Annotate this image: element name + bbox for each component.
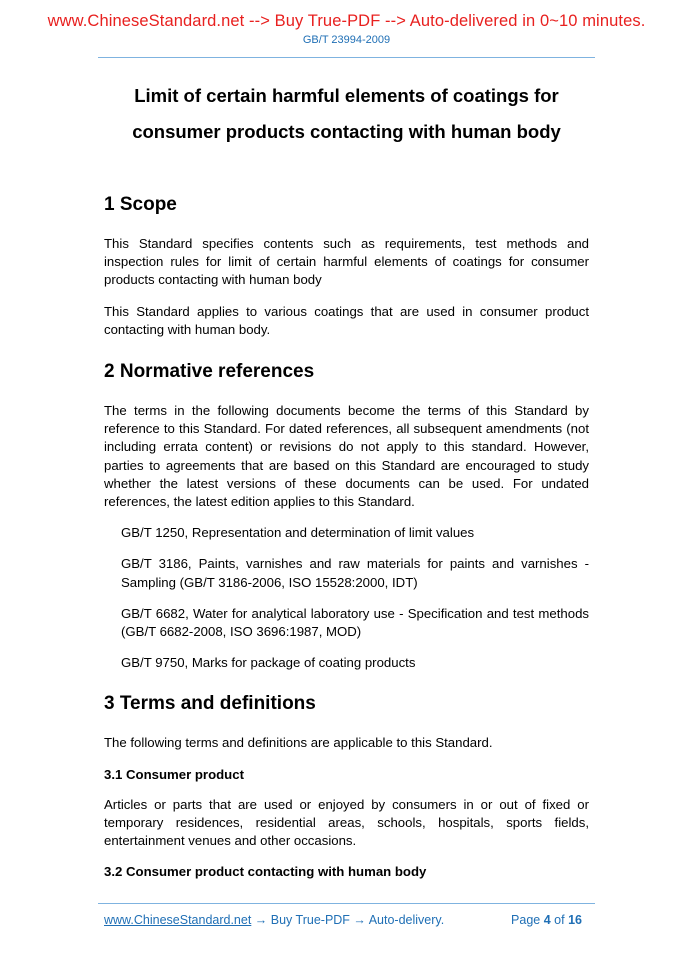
- document-title: [84, 78, 609, 150]
- scope-paragraph-2: This Standard applies to various coatings that are used in consumer product contacting with human body.: [104, 303, 589, 337]
- page-total: 16: [568, 913, 582, 927]
- term-definition-consumer-product: Articles or parts that are used or enjoyed by consumers in or out of fixed or temporary residences, residential areas, schools, hospitals, sports fields, entertainment venues and other occasions.: [104, 796, 589, 849]
- footer-link[interactable]: www.ChineseStandard.net: [104, 913, 252, 927]
- reference-item: GB/T 1250, Representation and determination of limit values: [121, 525, 475, 541]
- section-heading-normative-references: 2 Normative references: [104, 361, 315, 383]
- title-line-1: Limit of certain harmful elements of coatings for: [134, 85, 559, 106]
- reference-item: GB/T 9750, Marks for package of coating products: [121, 655, 416, 671]
- section-heading-scope: 1 Scope: [104, 194, 177, 215]
- page-current: 4: [543, 913, 551, 927]
- reference-item: GB/T 3186, Paints, varnishes and raw materials for paints and varnishes - Sampling (GB/T 3186-2006, ISO 15528:2000, IDT): [121, 556, 589, 590]
- header-banner[interactable]: www.ChineseStandard.net --> Buy True-PDF --> Auto-delivered in 0~10 minutes.: [47, 12, 646, 30]
- page-indicator: [511, 913, 582, 927]
- title-line-2: consumer products contacting with human body: [132, 121, 561, 142]
- reference-item: GB/T 6682, Water for analytical laboratory use - Specification and test methods (GB/T 6682-2008, ISO 3696:1987, MOD): [121, 605, 589, 640]
- normative-intro-paragraph: The terms in the following documents become the terms of this Standard by reference to this Standard. For dated references, all subsequent amendments (not including errata content) or revisions do not apply to this standard. However, parties to agreements that are based on this Standard are encouraged to study whether the latest versions of these documents can be used. For undated references, the latest edition applies to this Standard.: [104, 403, 589, 510]
- header-divider: [98, 57, 595, 58]
- footer-promo: [104, 913, 444, 927]
- document-number: GB/T 23994-2009: [302, 34, 391, 46]
- footer-divider: [98, 903, 595, 904]
- page-of: of: [554, 913, 565, 927]
- footer-tail-text: → Buy True-PDF → Auto-delivery.: [251, 913, 445, 927]
- page-label: Page: [511, 913, 541, 927]
- terms-intro-paragraph: The following terms and definitions are applicable to this Standard.: [104, 735, 493, 751]
- term-heading-consumer-product: 3.1 Consumer product: [104, 766, 244, 782]
- page-body: [104, 78, 589, 881]
- section-heading-terms-and-definitions: 3 Terms and definitions: [104, 693, 316, 715]
- term-heading-contacting-body: 3.2 Consumer product contacting with human body: [104, 864, 427, 880]
- scope-paragraph-1: This Standard specifies contents such as requirements, test methods and inspection rules for limit of certain harmful elements of coatings for consumer products contacting with human body: [104, 236, 589, 288]
